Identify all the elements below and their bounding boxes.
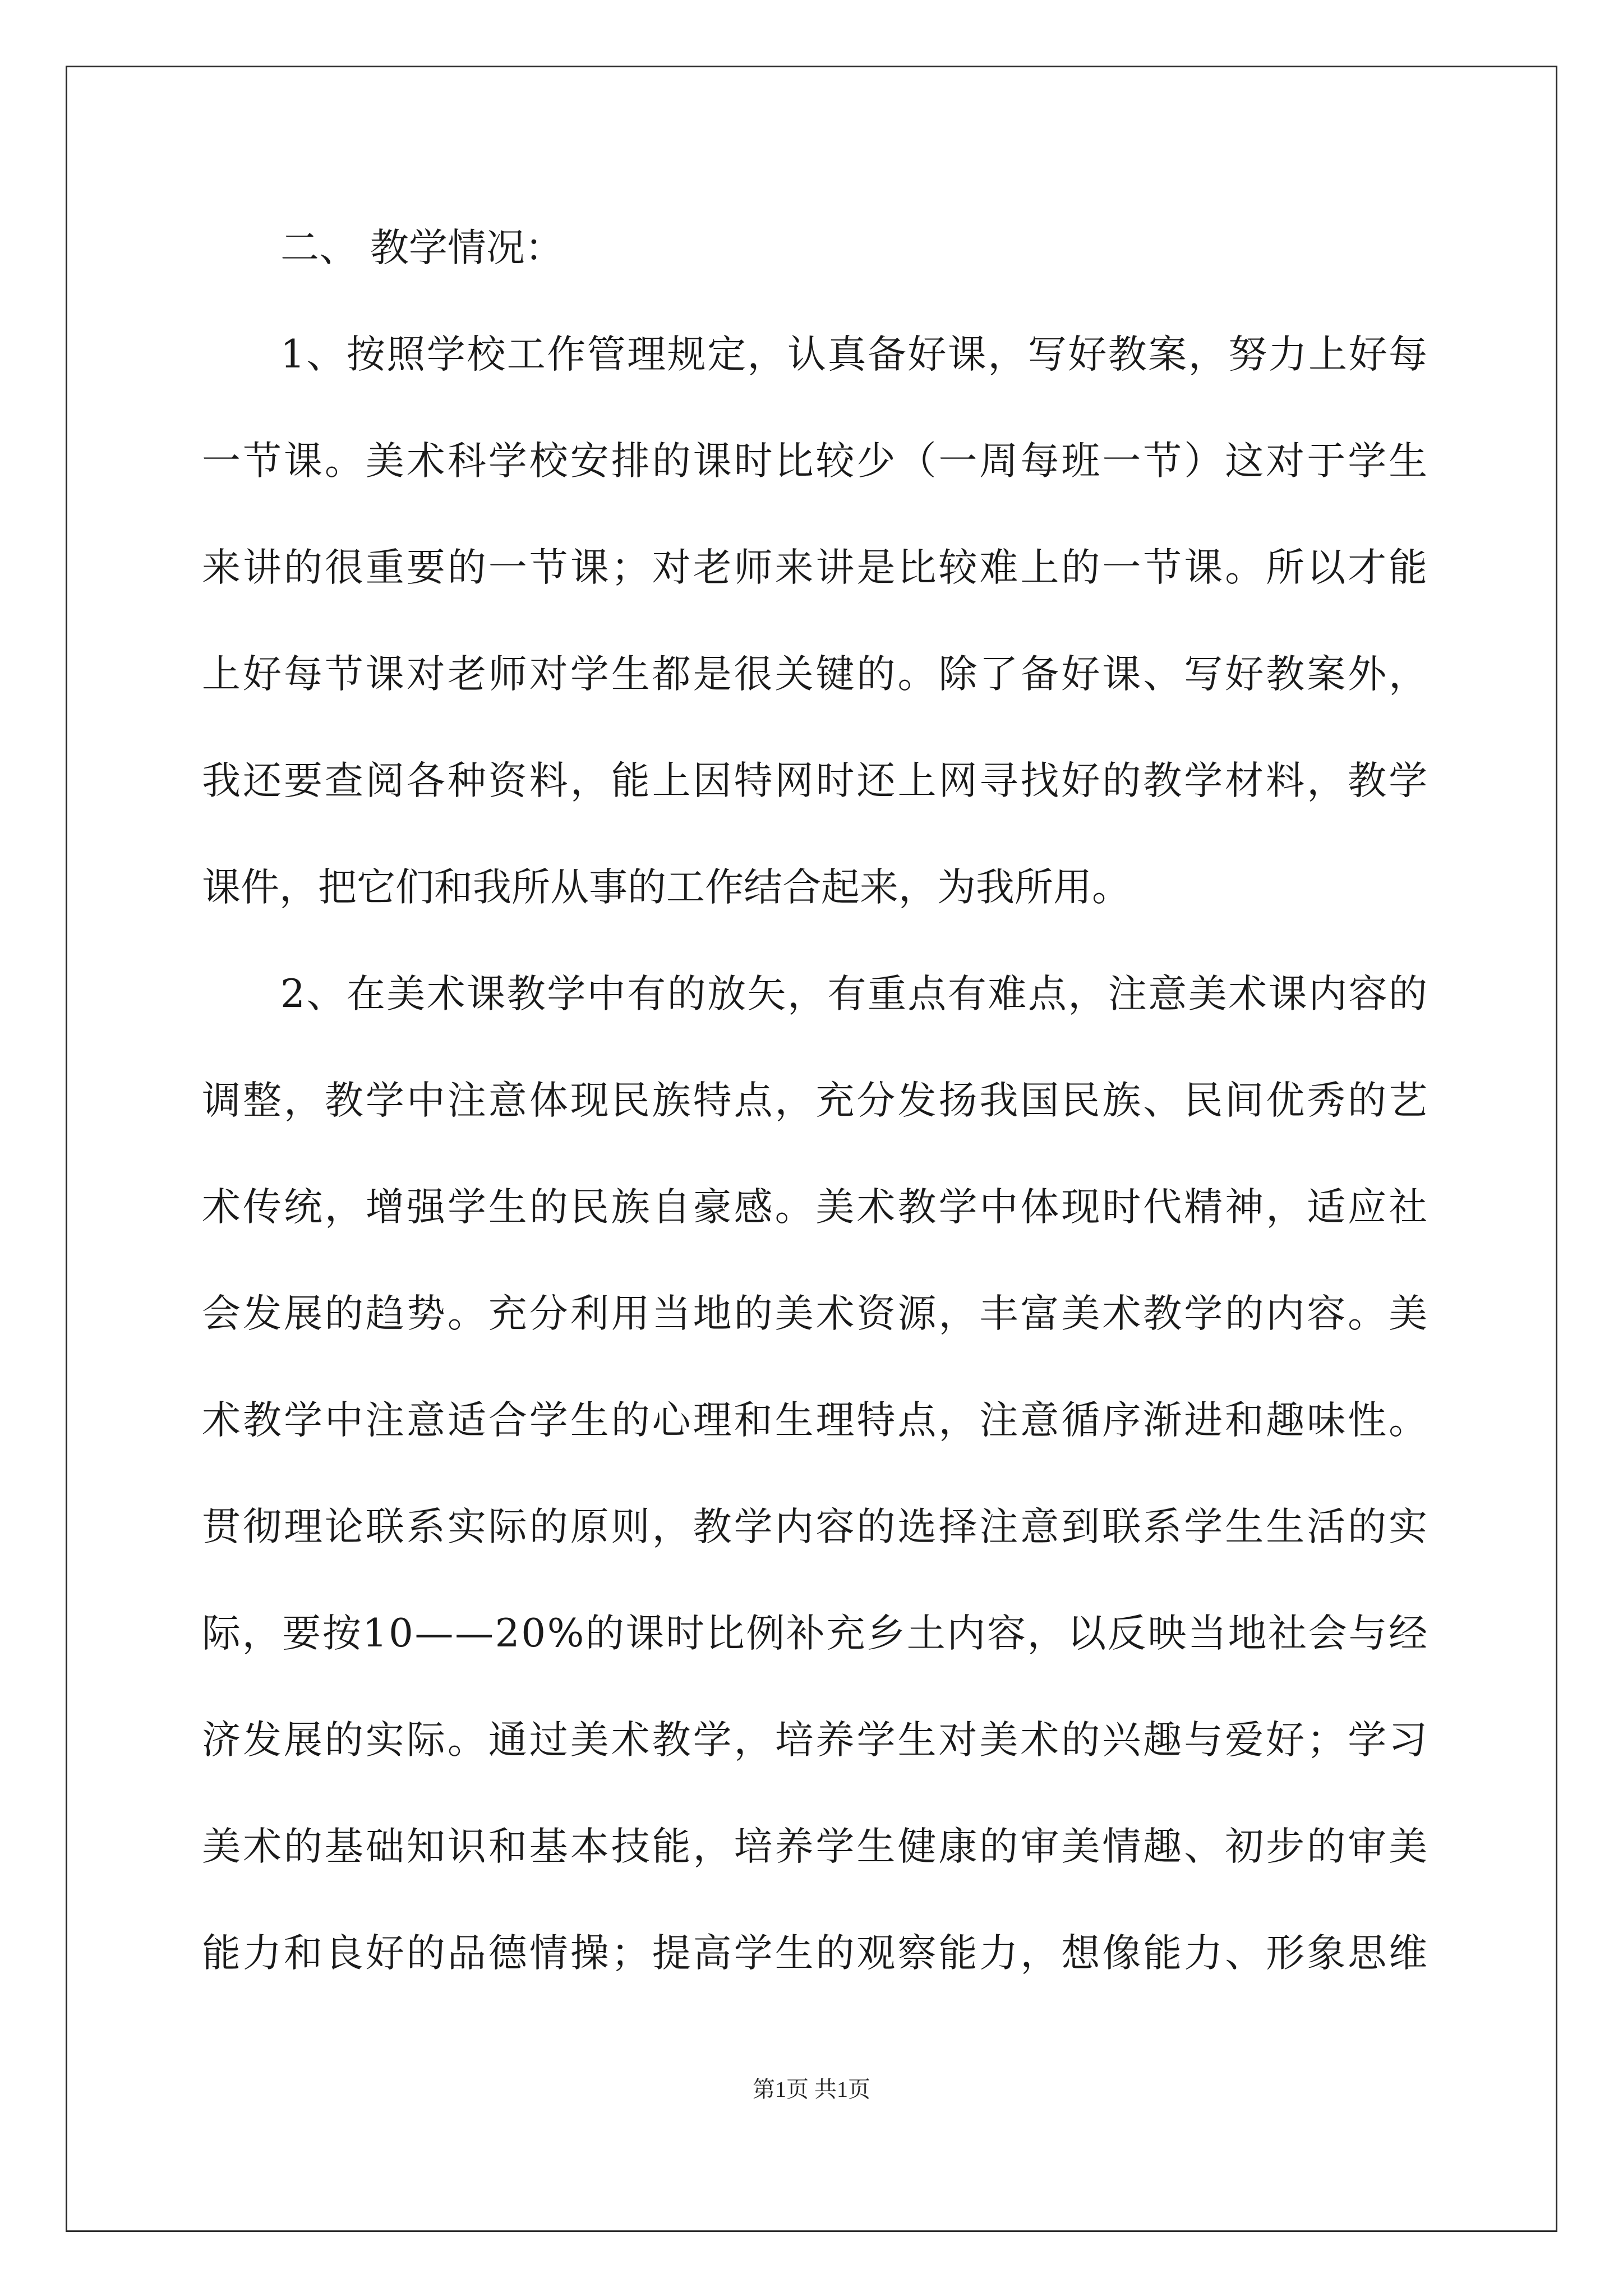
paragraph-line bbox=[0, 1499, 1623, 1555]
page-border bbox=[66, 66, 1557, 2232]
line-text: 济发展的实际。通过美术教学，培养学生对美术的兴趣与爱好；学习 bbox=[202, 1718, 1430, 1763]
paragraph-line bbox=[0, 1392, 1623, 1448]
line-text: 1、按照学校工作管理规定，认真备好课，写好教案，努力上好每 bbox=[280, 332, 1429, 377]
line-text: 能力和良好的品德情操；提高学生的观察能力，想像能力、形象思维 bbox=[202, 1931, 1430, 1976]
line-text: 上好每节课对老师对学生都是很关键的。除了备好课、写好教案外， bbox=[202, 652, 1430, 697]
paragraph-line bbox=[0, 540, 1623, 596]
paragraph-line bbox=[0, 646, 1623, 702]
paragraph-line bbox=[0, 433, 1623, 489]
paragraph-line bbox=[0, 1605, 1623, 1662]
page-number-footer: 第1页 共1页 bbox=[753, 2077, 870, 2102]
line-text: 2、在美术课教学中有的放矢，有重点有难点，注意美术课内容的 bbox=[280, 972, 1429, 1016]
paragraph-line bbox=[0, 1925, 1623, 1981]
line-text: 我还要查阅各种资料，能上因特网时还上网寻找好的教学材料，教学 bbox=[202, 758, 1430, 803]
line-text: 贯彻理论联系实际的原则，教学内容的选择注意到联系学生生活的实 bbox=[202, 1504, 1430, 1549]
paragraph-line bbox=[0, 1179, 1623, 1235]
paragraph-line bbox=[0, 966, 1623, 1022]
line-text: 术教学中注意适合学生的心理和生理特点，注意循序渐进和趣味性。 bbox=[202, 1398, 1430, 1443]
section-heading bbox=[0, 220, 1623, 276]
line-text: 来讲的很重要的一节课；对老师来讲是比较难上的一节课。所以才能 bbox=[202, 545, 1430, 590]
line-text: 调整，教学中注意体现民族特点，充分发扬我国民族、民间优秀的艺 bbox=[202, 1078, 1430, 1123]
line-text: 术传统，增强学生的民族自豪感。美术教学中体现时代精神，适应社 bbox=[202, 1185, 1430, 1230]
paragraph-line bbox=[0, 859, 1623, 915]
line-text: 课件，把它们和我所从事的工作结合起来，为我所用。 bbox=[202, 865, 1131, 910]
paragraph-line bbox=[0, 753, 1623, 809]
paragraph-line bbox=[0, 1819, 1623, 1875]
paragraph-line bbox=[0, 1286, 1623, 1342]
paragraph-line bbox=[0, 1073, 1623, 1129]
heading-text: 二、 教学情况： bbox=[280, 226, 564, 270]
paragraph-line bbox=[0, 326, 1623, 383]
line-text: 美术的基础知识和基本技能，培养学生健康的审美情趣、初步的审美 bbox=[202, 1824, 1430, 1869]
line-text: 一节课。美术科学校安排的课时比较少（一周每班一节）这对于学生 bbox=[202, 439, 1430, 484]
line-text: 际，要按10——20%的课时比例补充乡土内容，以反映当地社会与经 bbox=[202, 1611, 1429, 1656]
line-text: 会发展的趋势。充分利用当地的美术资源，丰富美术教学的内容。美 bbox=[202, 1291, 1430, 1336]
paragraph-line bbox=[0, 1712, 1623, 1768]
